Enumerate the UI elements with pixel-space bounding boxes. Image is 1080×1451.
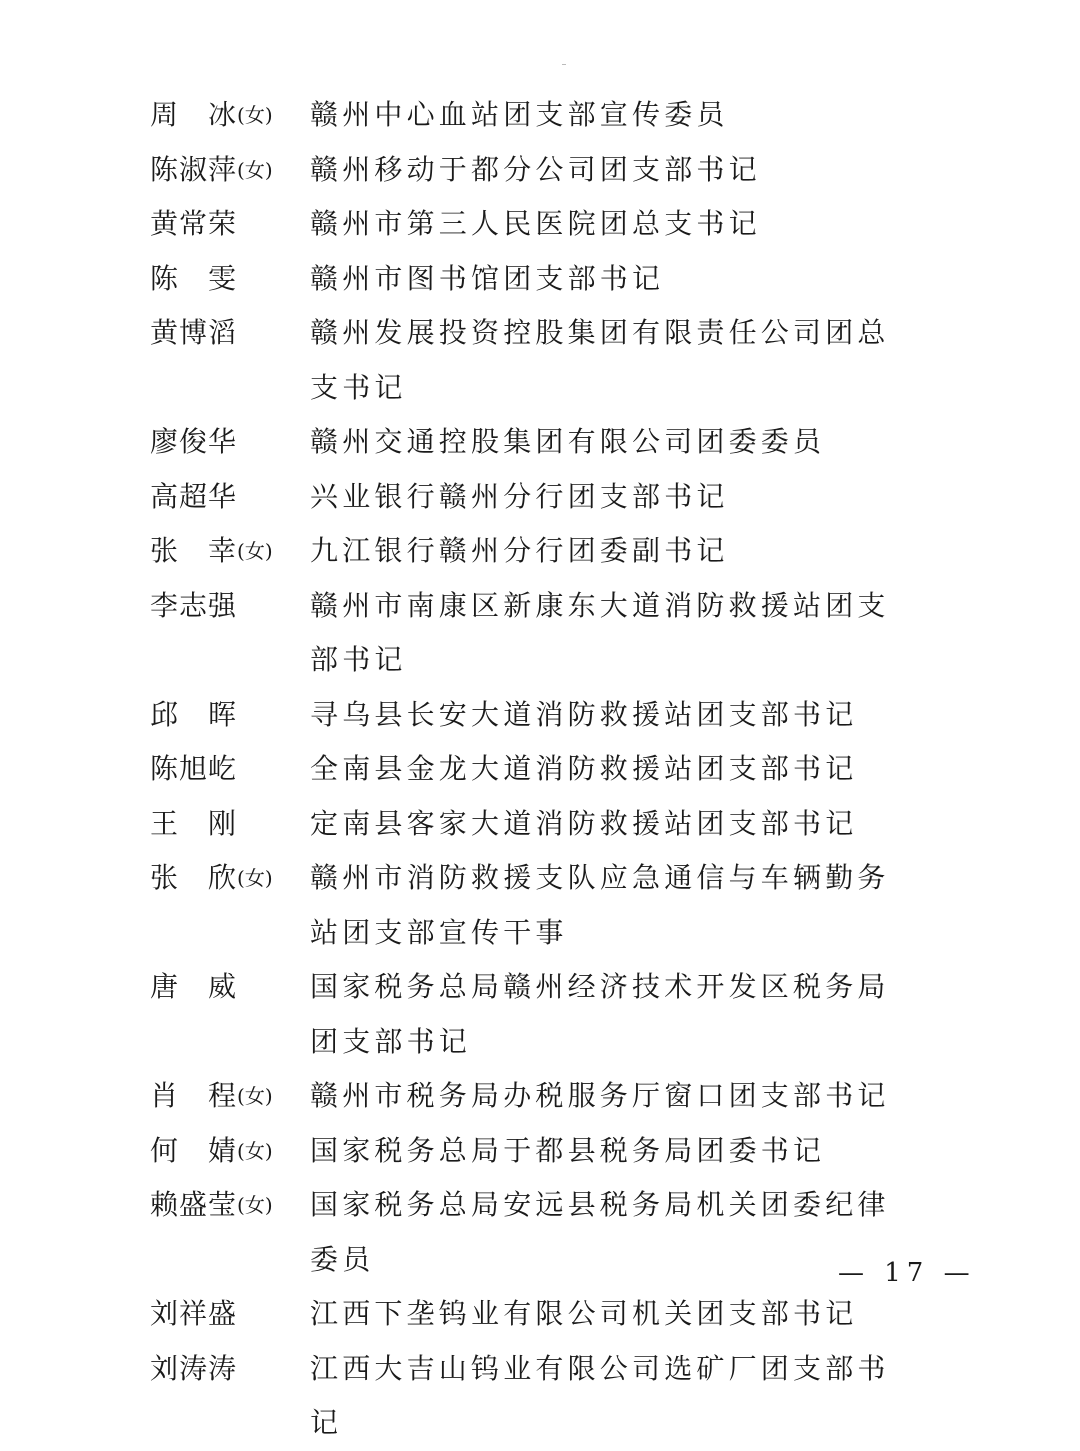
person-name [150,197,310,252]
person-role: 定南县客家大道消防救援站团支部书记 [310,806,858,840]
person-name [150,1069,310,1124]
list-item [150,470,930,525]
person-role: 赣州市图书馆团支部书记 [310,261,665,295]
list-item [150,88,930,143]
person-name [150,1124,310,1179]
name-text: 张 幸 [150,534,238,567]
person-role: 赣州市南康区新康东大道消防救援站团支部书记 [310,588,890,676]
name-text: 邱 晖 [150,697,238,731]
person-role: 赣州移动于都分公司团支部书记 [310,152,761,186]
list-item [150,415,930,470]
person-name [150,415,310,470]
list-item [150,306,930,415]
name-text: 赖盛莹 [150,1188,238,1221]
name-text: 周 冰 [150,98,238,131]
gender-note: (女) [237,539,273,563]
name-text: 刘祥盛 [150,1297,238,1330]
person-role: 兴业银行赣州分行团支部书记 [310,479,729,513]
gender-note: (女) [237,866,273,890]
list-item [150,851,930,960]
person-name [150,851,310,906]
scan-speck [562,64,566,65]
name-text: 廖俊华 [150,425,238,458]
person-name [150,524,310,579]
list-item [150,579,930,688]
person-role: 国家税务总局赣州经济技术开发区税务局团支部书记 [310,970,890,1058]
gender-note: (女) [237,1138,273,1163]
list-item [150,1287,930,1342]
person-name [150,742,310,797]
person-role: 全南县金龙大道消防救援站团支部书记 [310,752,858,785]
person-name [150,960,310,1015]
person-role: 九江银行赣州分行团委副书记 [310,534,729,567]
person-name [150,1287,310,1342]
person-name [150,797,310,852]
list-item [150,143,930,198]
person-role: 国家税务总局安远县税务局机关团委纪律委员 [310,1188,890,1276]
person-name [150,688,310,743]
person-role: 赣州市第三人民医院团总支书记 [310,207,761,240]
person-role: 国家税务总局于都县税务局团委书记 [310,1133,826,1167]
gender-note: (女) [237,1084,273,1108]
list-item [150,1124,930,1179]
person-name [150,579,310,634]
person-name [150,143,310,198]
name-text: 张 欣 [150,861,238,894]
name-text: 黄博滔 [150,316,238,349]
name-text: 唐 威 [150,970,238,1003]
gender-note: (女) [237,103,273,127]
person-role: 赣州中心血站团支部宣传委员 [310,98,729,131]
honoree-list [150,88,930,1451]
person-role: 赣州市消防救援支队应急通信与车辆勤务站团支部宣传干事 [310,861,890,949]
list-item [150,797,930,852]
name-text: 陈淑萍 [150,152,238,186]
person-role: 赣州市税务局办税服务厅窗口团支部书记 [310,1079,890,1112]
name-text: 何 婧 [150,1133,238,1167]
list-item [150,524,930,579]
name-text: 高超华 [150,479,238,513]
list-item [150,1342,930,1451]
list-item [150,742,930,797]
list-item [150,960,930,1069]
person-name [150,1342,310,1397]
name-text: 王 刚 [150,806,238,840]
person-role: 江西下垄钨业有限公司机关团支部书记 [310,1297,858,1330]
person-name [150,470,310,525]
list-item [150,197,930,252]
name-text: 肖 程 [150,1079,238,1112]
list-item [150,252,930,307]
name-text: 陈旭屹 [150,752,238,785]
person-role: 赣州发展投资控股集团有限责任公司团总支书记 [310,316,890,404]
gender-note: (女) [237,1193,273,1217]
person-name [150,306,310,361]
person-name [150,1178,310,1233]
person-role: 赣州交通控股集团有限公司团委委员 [310,425,826,458]
person-name [150,88,310,143]
name-text: 陈 雯 [150,261,238,295]
person-role: 寻乌县长安大道消防救援站团支部书记 [310,697,858,731]
list-item [150,1069,930,1124]
gender-note: (女) [237,157,273,182]
list-item [150,688,930,743]
name-text: 李志强 [150,588,238,622]
list-item [150,1178,930,1287]
name-text: 黄常荣 [150,207,238,240]
person-name [150,252,310,307]
name-text: 刘涛涛 [150,1351,238,1385]
person-role: 江西大吉山钨业有限公司选矿厂团支部书记 [310,1351,890,1439]
page-number: — 17 — [838,1258,976,1288]
